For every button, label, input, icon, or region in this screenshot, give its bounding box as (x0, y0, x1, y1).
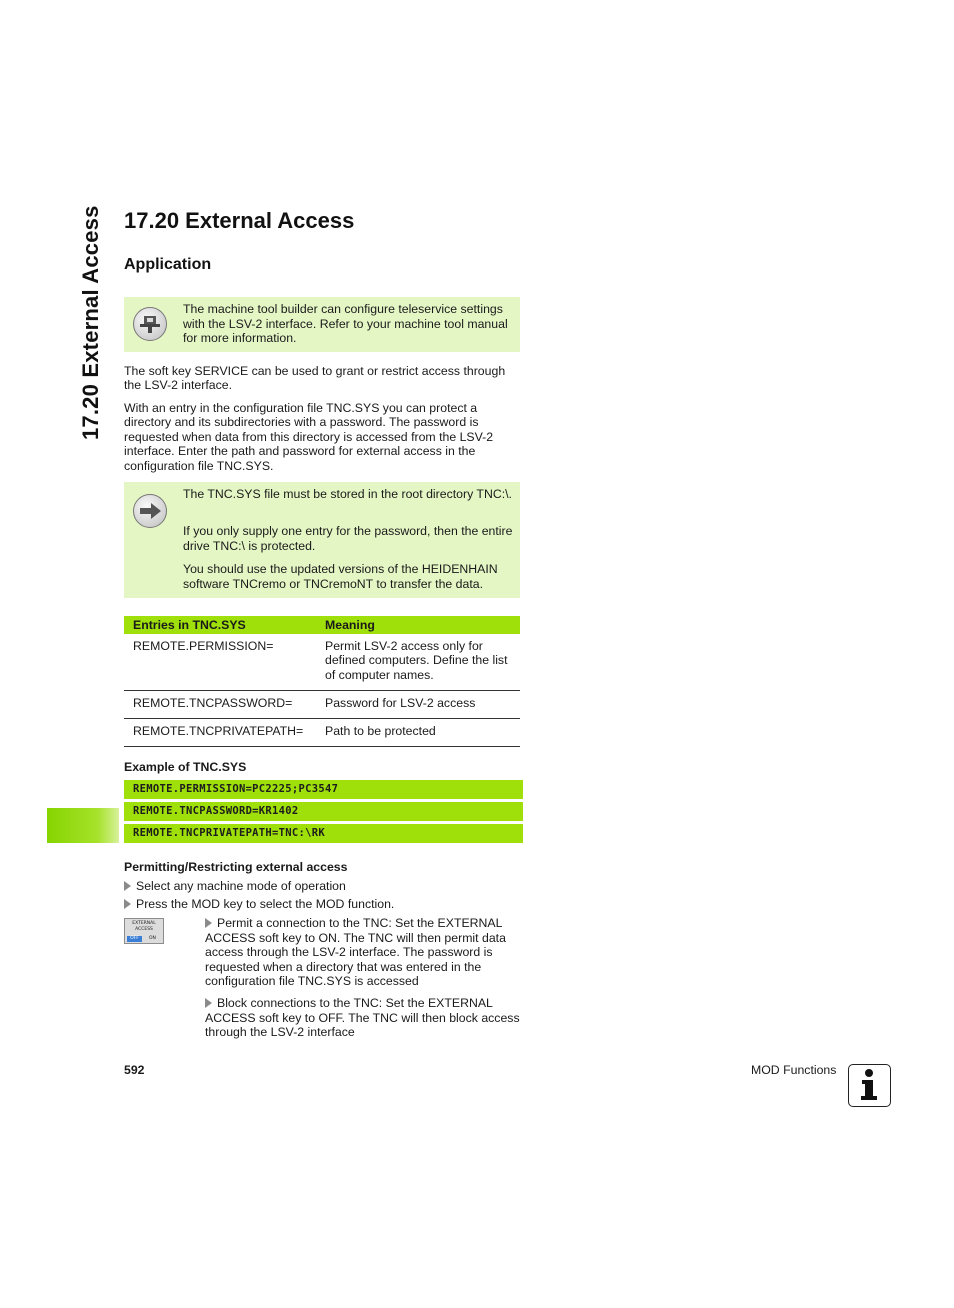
table-cell-entry: REMOTE.PERMISSION= (124, 634, 316, 690)
table-cell-entry: REMOTE.TNCPASSWORD= (124, 690, 316, 718)
softkey-label-line1: EXTERNAL (132, 921, 156, 926)
substep-item (205, 996, 523, 1040)
table-cell-entry: REMOTE.TNCPRIVATEPATH= (124, 719, 316, 747)
side-chapter-title: 17.20 External Access (78, 205, 103, 440)
triangle-bullet-icon (205, 918, 212, 928)
table-row (124, 690, 520, 718)
column-header-meaning: Meaning (316, 616, 520, 634)
note-tncremo: You should use the updated versions of the HEIDENHAIN software TNCremo or TNCremoNT to transfer the data. (183, 562, 498, 591)
info-note-box (124, 482, 520, 598)
footer-section-title: MOD Functions (751, 1063, 837, 1077)
substep-item (205, 916, 523, 989)
subsection-heading: Application (124, 256, 212, 273)
note-root-directory: The TNC.SYS file must be stored in the root directory TNC:\. (183, 487, 512, 501)
table-cell-meaning: Path to be protected (316, 719, 520, 747)
table-cell-meaning: Permit LSV-2 access only for defined computers. Define the list of computer names. (316, 634, 520, 690)
code-line: REMOTE.PERMISSION=PC2225;PC3547 (124, 780, 523, 799)
info-icon (848, 1064, 891, 1107)
arrow-right-icon (133, 494, 167, 528)
triangle-bullet-icon (124, 899, 131, 909)
step-text: Press the MOD key to select the MOD function. (136, 897, 395, 911)
code-line: REMOTE.TNCPASSWORD=KR1402 (124, 802, 523, 821)
paragraph-softkey-service: The soft key SERVICE can be used to grant or restrict access through the LSV-2 interface. (124, 364, 506, 393)
table-header-row (124, 616, 520, 634)
step-item (124, 879, 346, 894)
softkey-off-state: OFF (127, 936, 142, 942)
page-number: 592 (124, 1063, 145, 1077)
tnc-sys-entries-table (124, 616, 520, 747)
external-access-softkey (124, 918, 164, 944)
step-text: Select any machine mode of operation (136, 879, 346, 893)
machine-note-box (124, 297, 520, 352)
code-line: REMOTE.TNCPRIVATEPATH=TNC:\RK (124, 824, 523, 843)
table-cell-meaning: Password for LSV-2 access (316, 690, 520, 718)
triangle-bullet-icon (205, 998, 212, 1008)
table-row (124, 719, 520, 747)
chapter-tab-marker (47, 808, 119, 843)
machine-note-text: The machine tool builder can configure teleservice settings with the LSV-2 interface. Refer to your machine tool manual for more information. (183, 302, 508, 345)
softkey-label-line2: ACCESS (135, 927, 153, 932)
table-row (124, 634, 520, 690)
example-title: Example of TNC.SYS (124, 760, 247, 774)
triangle-bullet-icon (124, 881, 131, 891)
note-single-password: If you only supply one entry for the password, then the entire drive TNC:\ is protected. (183, 524, 513, 553)
permit-restrict-title: Permitting/Restricting external access (124, 860, 348, 874)
substep-text: Block connections to the TNC: Set the EXTERNAL ACCESS soft key to OFF. The TNC will then block access through the LSV-2 interface (205, 996, 520, 1039)
substep-text: Permit a connection to the TNC: Set the EXTERNAL ACCESS soft key to ON. The TNC will then permit data access through the LSV-2 interface. The password is requested when a directory that was entered in the configuration file TNC.SYS is accessed (205, 916, 506, 988)
softkey-on-state: ON (149, 936, 156, 941)
paragraph-config-file: With an entry in the configuration file TNC.SYS you can protect a directory and its subdirectories with a password. The password is requested when data from this directory is accessed from the LSV-2 interface. Enter the path and password for external access in the configuration file TNC.SYS. (124, 401, 494, 473)
section-heading: 17.20 External Access (124, 208, 355, 233)
column-header-entries: Entries in TNC.SYS (124, 616, 316, 634)
step-item (124, 897, 394, 912)
machine-icon (133, 307, 167, 341)
